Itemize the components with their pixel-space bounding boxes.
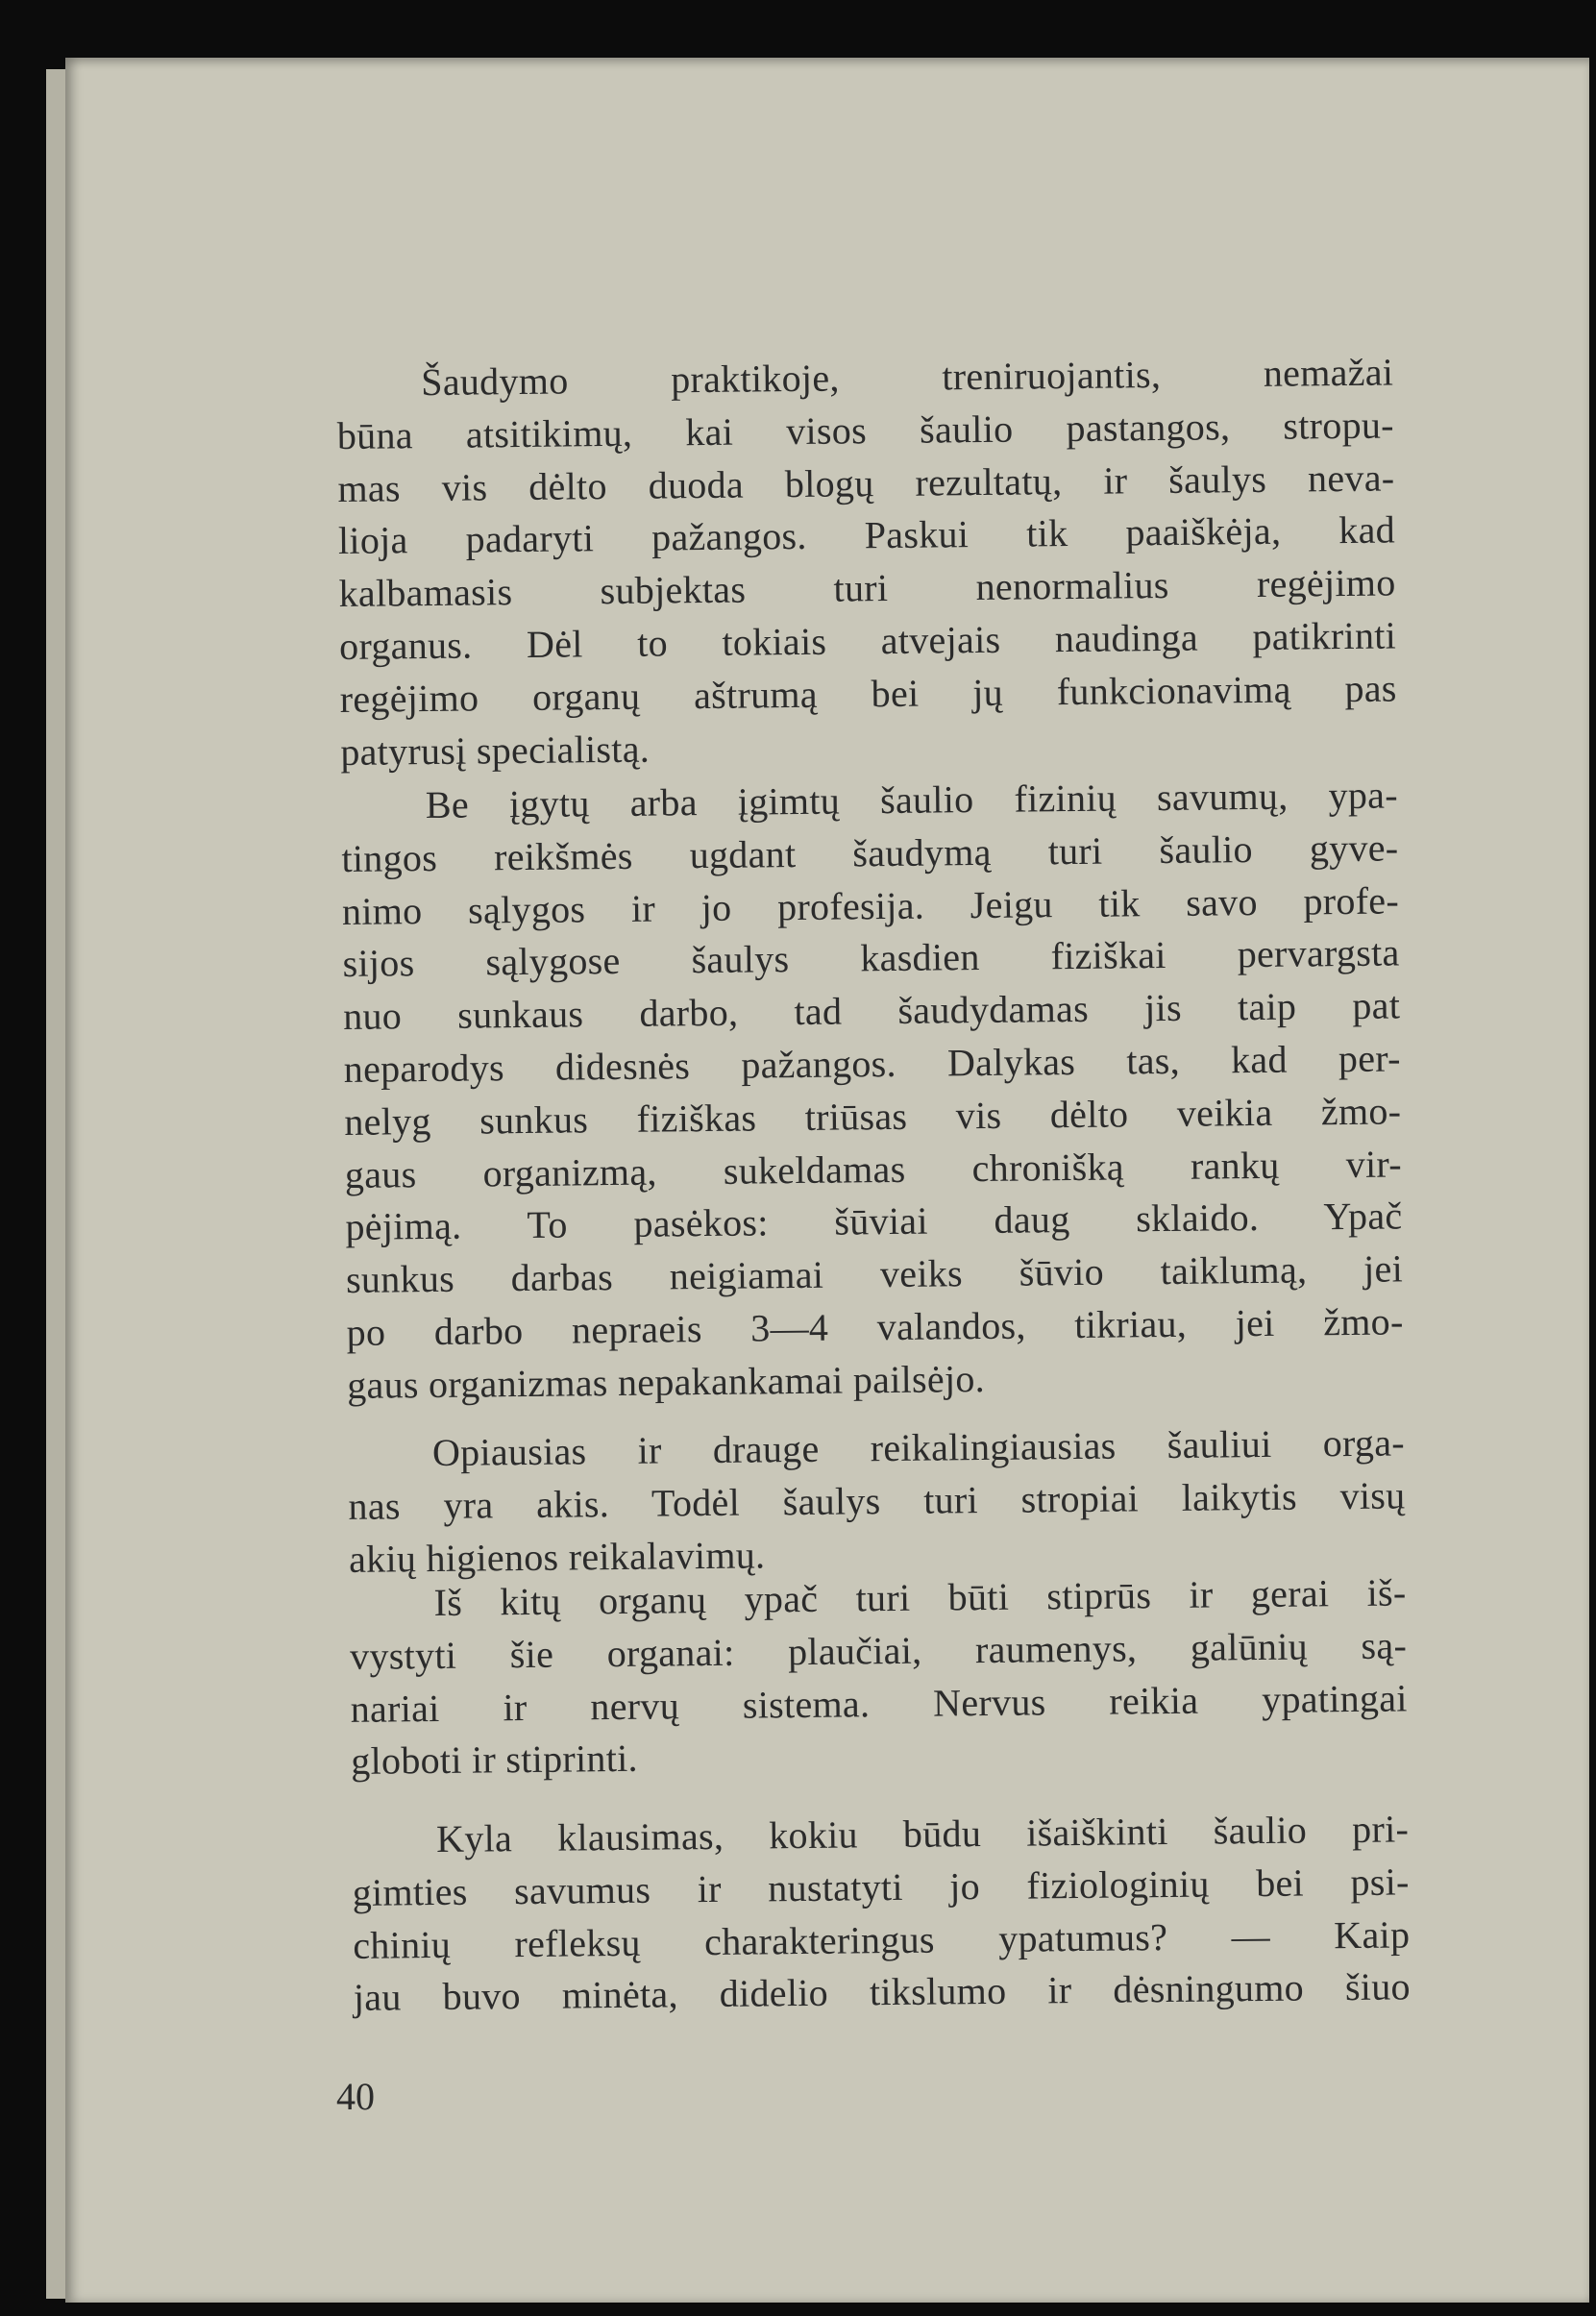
text-line: globoti ir stiprinti. bbox=[351, 1737, 639, 1784]
text-line: gimties savumus ir nustatyti jo fiziologinių bei psi- bbox=[352, 1860, 1410, 1914]
text-line: nas yra akis. Todėl šaulys turi stropiai laikytis visų bbox=[348, 1473, 1406, 1528]
text-line: gaus organizmą, sukeldamas chronišką rankų vir- bbox=[344, 1142, 1403, 1196]
text-line: vystyti šie organai: plaučiai, raumenys, galūnių są- bbox=[349, 1623, 1408, 1678]
text-line: tingos reikšmės ugdant šaudymą turi šaulio gyve- bbox=[341, 825, 1399, 880]
page-edge bbox=[46, 69, 67, 2299]
text-line: Iš kitų organų ypač turi būti stiprūs ir gerai iš- bbox=[433, 1570, 1407, 1625]
text-line: Be įgytų arba įgimtų šaulio fizinių savumų, ypa- bbox=[425, 773, 1399, 827]
text-line: nimo sąlygos ir jo profesija. Jeigu tik savo profe- bbox=[341, 878, 1400, 933]
text-line: Opiausias ir drauge reikalingiausias šauliui orga- bbox=[431, 1420, 1406, 1475]
paragraph-5 bbox=[352, 1803, 1411, 2025]
text-line: patyrusį specialistą. bbox=[340, 727, 651, 774]
text-line: gaus organizmas nepakankamai pailsėjo. bbox=[346, 1356, 986, 1407]
text-line: lioja padaryti pažangos. Paskui tik paaiškėja, kad bbox=[337, 507, 1396, 563]
text-line: Kyla klausimas, kokiu būdu išaiškinti šaulio pri- bbox=[435, 1807, 1410, 1860]
text-line: organus. Dėl to tokiais atvejais naudinga patikrinti bbox=[338, 613, 1397, 668]
text-line: akių higienos reikalavimų. bbox=[348, 1532, 766, 1581]
text-line: kalbamasis subjektas turi nenormalius regėjimo bbox=[338, 560, 1396, 616]
text-line: regėjimo organų aštrumą bei jų funkcionavimą pas bbox=[339, 666, 1397, 721]
text-line: nariai ir nervų sistema. Nervus reikia ypatingai bbox=[350, 1675, 1408, 1731]
paragraph-1 bbox=[336, 346, 1398, 778]
text-line: chinių refleksų charakteringus ypatumus? — Kaip bbox=[353, 1911, 1411, 1967]
paragraph-3 bbox=[348, 1417, 1407, 1586]
text-line: pėjimą. To pasėkos: šūviai daug sklaido. Ypač bbox=[345, 1194, 1403, 1249]
page-number: 40 bbox=[336, 2075, 375, 2118]
paragraph-4 bbox=[349, 1566, 1408, 1788]
text-line: jau buvo minėta, didelio tikslumo ir dėsningumo šiuo bbox=[353, 1964, 1412, 2020]
paragraph-2 bbox=[341, 769, 1405, 1412]
text-line: po darbo nepraeis 3—4 valandos, tikriau, jei žmo- bbox=[346, 1299, 1404, 1354]
text-line: sijos sąlygose šaulys kasdien fiziškai pervargsta bbox=[342, 930, 1400, 986]
text-line: nelyg sunkus fiziškas triūsas vis dėlto veikia žmo- bbox=[344, 1089, 1402, 1144]
text-line: nuo sunkaus darbo, tad šaudydamas jis taip pat bbox=[342, 983, 1401, 1039]
text-line: Šaudymo praktikoje, treniruojantis, nemažai bbox=[421, 350, 1394, 405]
text-line: neparodys didesnės pažangos. Dalykas tas, kad per- bbox=[343, 1036, 1401, 1091]
text-line: būna atsitikimų, kai visos šaulio pastangos, stropu- bbox=[336, 403, 1395, 457]
text-line: mas vis dėlto duoda blogų rezultatų, ir šaulys neva- bbox=[337, 456, 1395, 510]
text-line: sunkus darbas neigiamai veiks šūvio taiklumą, jei bbox=[345, 1246, 1404, 1302]
